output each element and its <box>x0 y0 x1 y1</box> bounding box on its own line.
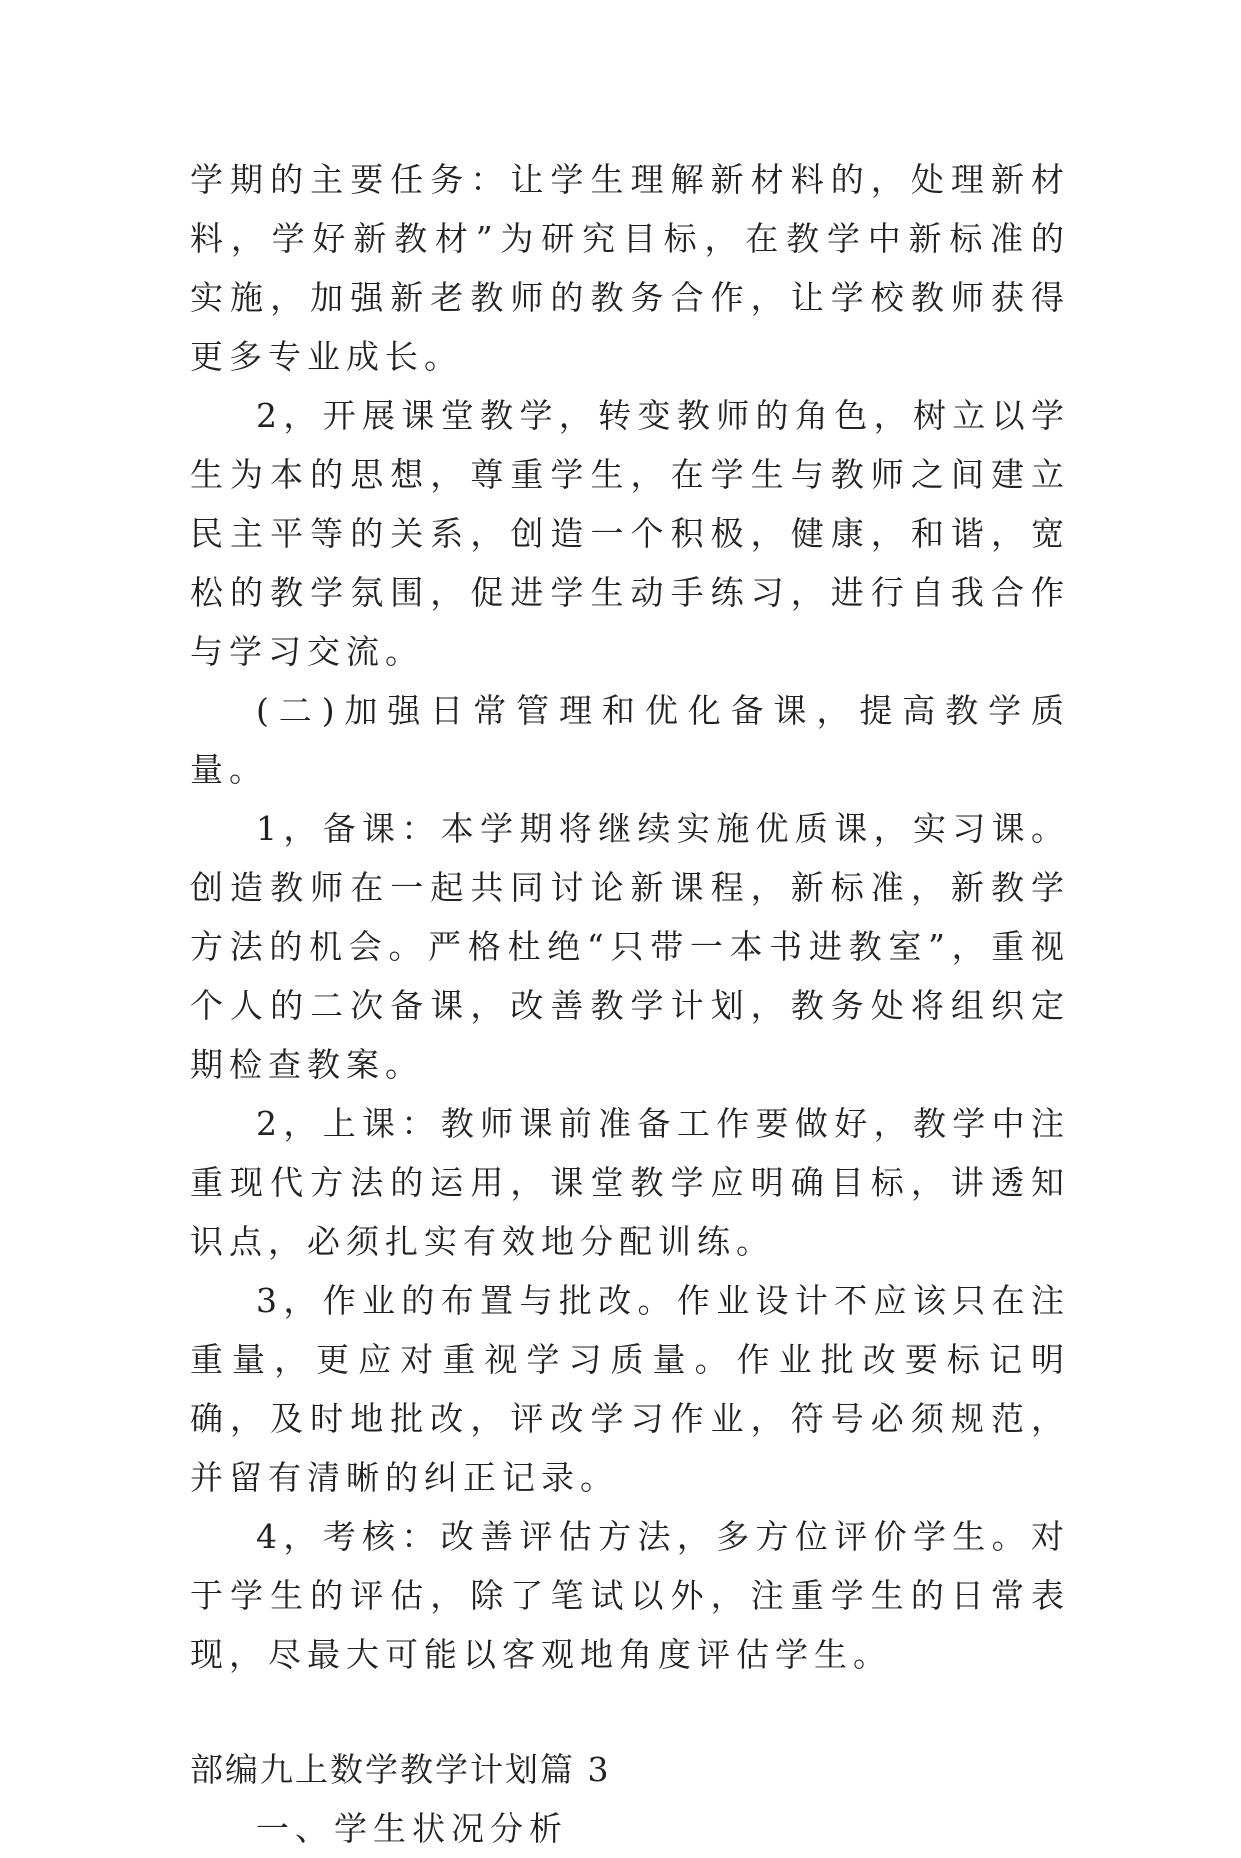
subsection-title: 一、学生状况分析 <box>256 1809 568 1848</box>
section-title: 部编九上数学教学计划篇 3 <box>190 1750 611 1789</box>
paragraph-assessment: 4，考核：改善评估方法，多方位评价学生。对于学生的评估，除了笔试以外，注重学生的日常表现，尽最大可能以客观地角度评估学生。 <box>190 1517 1070 1674</box>
paragraph-class: 2，上课：教师课前准备工作要做好，教学中注重现代方法的运用，课堂教学应明确目标，讲透知识点，必须扎实有效地分配训练。 <box>190 1104 1070 1261</box>
document-body <box>190 150 1070 1858</box>
section-spacer <box>190 1684 1070 1740</box>
heading-section-two: (二)加强日常管理和优化备课，提高教学质量。 <box>190 691 1070 789</box>
paragraph-homework: 3，作业的布置与批改。作业设计不应该只在注重量，更应对重视学习质量。作业批改要标记明确，及时地批改，评改学习作业，符号必须规范，并留有清晰的纠正记录。 <box>190 1281 1070 1497</box>
paragraph-lesson-prep: 1，备课：本学期将继续实施优质课，实习课。创造教师在一起共同讨论新课程，新标准，新教学方法的机会。严格杜绝“只带一本书进教室”，重视个人的二次备课，改善教学计划，教务处将组织定期检查教案。 <box>190 809 1070 1084</box>
paragraph-item-2: 2，开展课堂教学，转变教师的角色，树立以学生为本的思想，尊重学生，在学生与教师之间建立民主平等的关系，创造一个积极，健康，和谐，宽松的教学氛围，促进学生动手练习，进行自我合作与学习交流。 <box>190 396 1070 671</box>
paragraph-continued: 学期的主要任务：让学生理解新材料的，处理新材料，学好新教材”为研究目标，在教学中新标准的实施，加强新老教师的教务合作，让学校教师获得更多专业成长。 <box>190 160 1070 376</box>
